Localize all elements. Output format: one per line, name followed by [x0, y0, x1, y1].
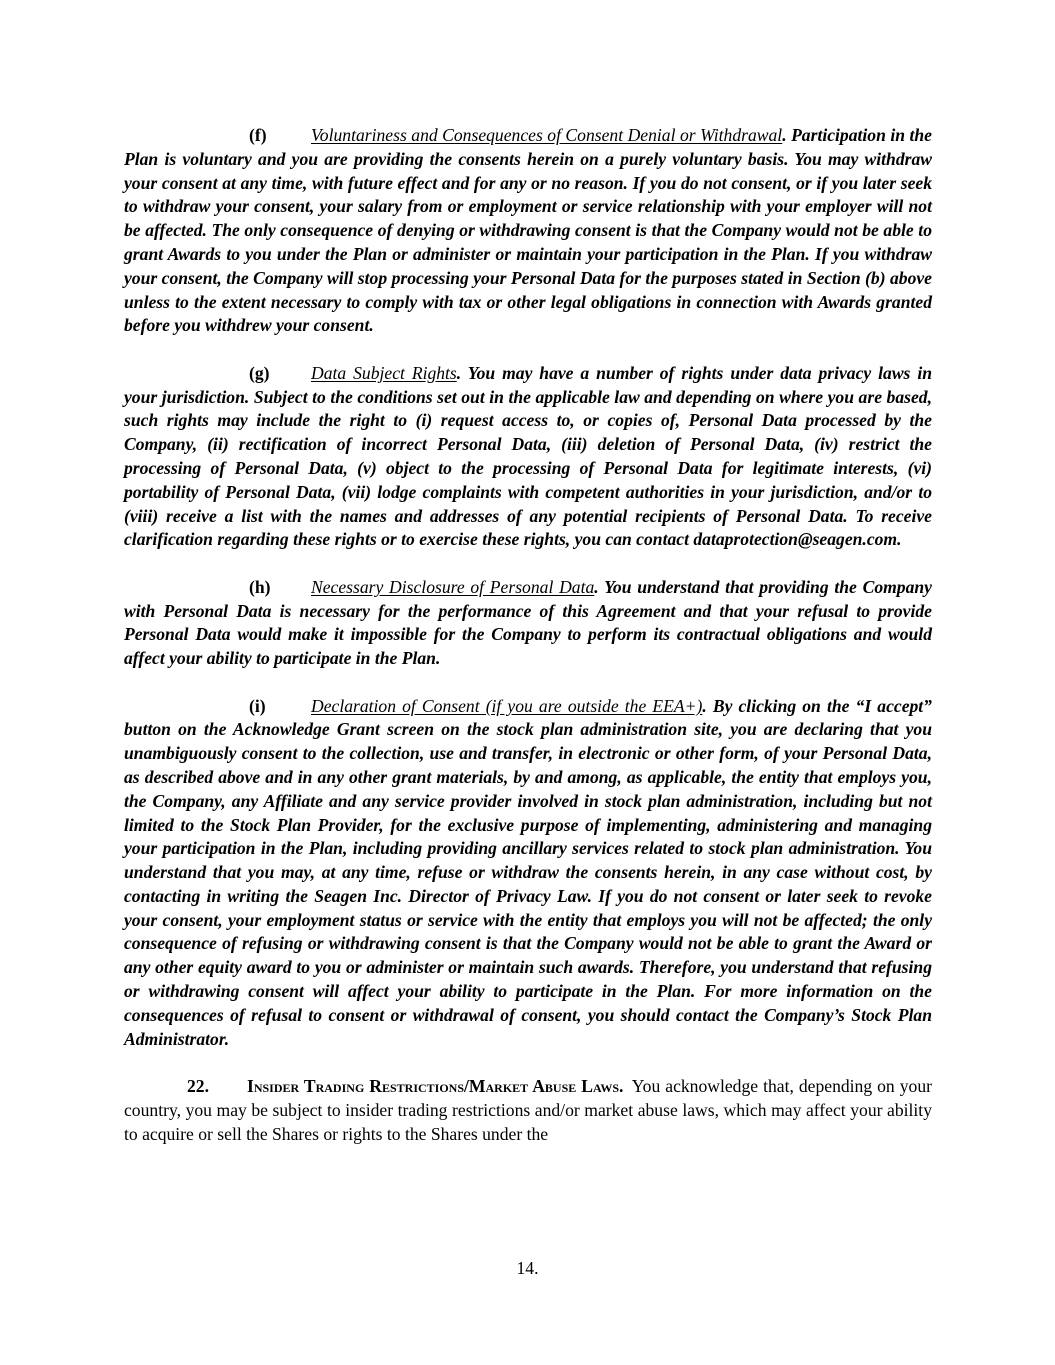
- page-number: 14.: [516, 1258, 539, 1278]
- paragraph-body: . You understand that providing the Company with Personal Data is necessary for the performance of this Agreement and that your refusal to provide Personal Data would make it impossible for the Company to perform its contractual obligations and would affect your ability to participate in the Plan.: [124, 576, 932, 669]
- paragraph-title: Voluntariness and Consequences of Consent Denial or Withdrawal: [311, 125, 783, 145]
- paragraph-label: (i): [249, 695, 266, 716]
- paragraph-g: [124, 362, 932, 552]
- section-title: Insider Trading Restrictions/Market Abuse Laws.: [247, 1076, 624, 1097]
- paragraph-body: . You may have a number of rights under data privacy laws in your jurisdiction. Subject to the conditions set out in the applicable law and depending on where you are based, such rights may include the right to (i) request access to, or copies of, Personal Data processed by the Company, (ii) rectification of incorrect Personal Data, (iii) deletion of Personal Data, (iv) restrict the processing of Personal Data, (v) object to the processing of Personal Data for legitimate interests, (vi) portability of Personal Data, (vii) lodge complaints with competent authorities in your jurisdiction, and/or to (viii) receive a list with the names and addresses of any potential recipients of Personal Data. To receive clarification regarding these rights or to exercise these rights, you can contact dataprotection@seagen.com.: [124, 362, 932, 550]
- section-22: [124, 1075, 932, 1146]
- paragraph-title: Necessary Disclosure of Personal Data: [311, 576, 595, 597]
- paragraph-label: (h): [249, 576, 271, 597]
- paragraph-i: [124, 695, 932, 1052]
- paragraph-body: . By clicking on the “I accept” button on the Acknowledge Grant screen on the stock plan administration site, you are declaring that you unambiguously consent to the collection, use and transfer, in electronic or other form, of your Personal Data, as described above and in any other grant materials, by and among, as applicable, the entity that employs you, the Company, any Affiliate and any service provider involved in stock plan administration, including but not limited to the Stock Plan Provider, for the exclusive purpose of implementing, administering and managing your participation in the Plan, including providing ancillary services related to stock plan administration. You understand that you may, at any time, refuse or withdraw the consents herein, in any case without cost, by contacting in writing the Seagen Inc. Director of Privacy Law. If you do not consent or later seek to revoke your consent, your employment status or service with the entity that employs you will not be affected; the only consequence of refusing or withdrawing consent is that the Company would not be able to grant the Award or any other equity award to you or administer or maintain such awards. Therefore, you understand that refusing or withdrawing consent will affect your ability to participate in the Plan. For more information on the consequences of refusal to consent or withdrawal of consent, you should contact the Company’s Stock Plan Administrator.: [124, 695, 932, 1049]
- paragraph-title: Data Subject Rights: [311, 362, 457, 383]
- paragraph-label: (f): [249, 125, 267, 145]
- paragraph-title: Declaration of Consent (if you are outside the EEA+): [311, 695, 703, 716]
- paragraph-label: (g): [249, 362, 270, 383]
- paragraph-f: [124, 124, 932, 338]
- paragraph-body: . Participation in the Plan is voluntary and you are providing the consents herein on a purely voluntary basis. You may withdraw your consent at any time, with future effect and for any or no reason. If you do not consent, or if you later seek to withdraw your consent, your salary from or employment or service relationship with your employer will not be affected. The only consequence of denying or withdrawing consent is that the Company would not be able to grant Awards to you under the Plan or administer or maintain your participation in the Plan. If you withdraw your consent, the Company will stop processing your Personal Data for the purposes stated in Section (b) above unless to the extent necessary to comply with tax or other legal obligations in connection with Awards granted before you withdrew your consent.: [124, 125, 932, 336]
- section-number: 22.: [187, 1076, 209, 1097]
- section-body: You acknowledge that, depending on your country, you may be subject to insider trading restrictions and/or market abuse laws, which may affect your ability to acquire or sell the Shares or rights to the Shares under the: [124, 1076, 932, 1144]
- paragraph-h: [124, 576, 932, 671]
- document-page: [124, 124, 932, 1146]
